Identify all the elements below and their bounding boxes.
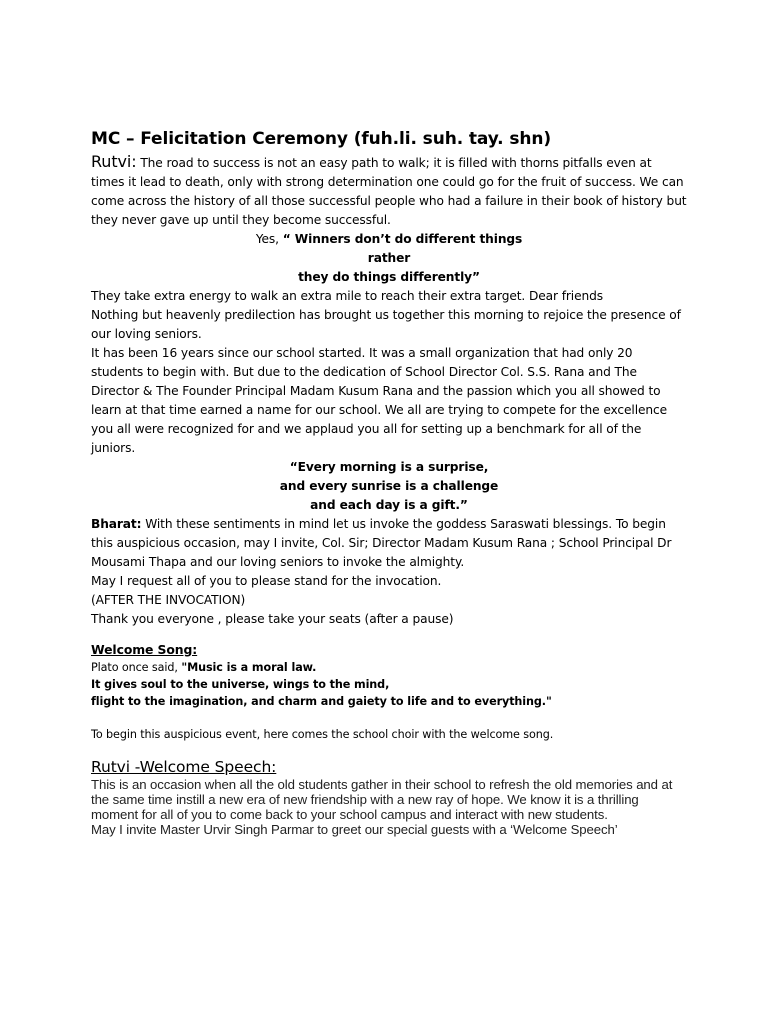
spacer xyxy=(91,743,687,757)
welcome-speech-heading: Rutvi -Welcome Speech: xyxy=(91,758,277,776)
quote1-line3: they do things differently” xyxy=(298,270,480,284)
spacer xyxy=(91,629,687,641)
thanks-line: Thank you everyone , please take your seats (after a pause) xyxy=(91,612,454,626)
spacer xyxy=(91,710,687,726)
plato-quote-line2: It gives soul to the universe, wings to the mind, xyxy=(91,678,390,691)
quote1-text1: “ Winners don’t do different things xyxy=(282,232,523,246)
welcome-speech-invite: May I invite Master Urvir Singh Parmar to greet our special guests with a ‘Welcome Speech’ xyxy=(91,822,618,837)
document-body xyxy=(91,128,687,837)
bharat-text: With these sentiments in mind let us invoke the goddess Saraswati blessings. To begin this auspicious occasion, may I invite, Col. Sir; Director Madam Kusum Rana ; School Principal Dr Mousami Thapa and our loving seniors to invoke the almighty. xyxy=(91,517,672,569)
quote2-line1: “Every morning is a surprise, xyxy=(289,460,489,474)
choir-intro: To begin this auspicious event, here comes the school choir with the welcome song. xyxy=(91,728,554,741)
plato-quote-line3: flight to the imagination, and charm and gaiety to life and to everything." xyxy=(91,695,552,708)
intro-paragraph xyxy=(91,152,687,230)
quote1-prefix: Yes, xyxy=(255,232,283,246)
predilection-paragraph: Nothing but heavenly predilection has brought us together this morning to rejoice the presence of our loving seniors. xyxy=(91,308,681,341)
welcome-song-heading: Welcome Song: xyxy=(91,642,198,657)
plato-prefix: Plato once said, xyxy=(91,661,182,674)
speaker-rutvi: Rutvi: xyxy=(91,152,137,171)
speaker-bharat: Bharat: xyxy=(91,517,142,531)
plato-quote-start: "Music is a moral law. xyxy=(181,661,317,674)
quote1-line1 xyxy=(91,230,687,249)
welcome-speech-text: This is an occasion when all the old students gather in their school to refresh the old memories and at the same time instill a new era of new friendship with a new ray of hope. We know it is a thrilling moment for all of you to come back to your school campus and interact with new students. xyxy=(91,777,673,822)
intro-text: The road to success is not an easy path to walk; it is filled with thorns pitfalls even at times it lead to death, only with strong determination one could go for the fruit of success. We can come across the history of all those successful people who had a failure in their book of history but they never gave up until they become successful. xyxy=(91,156,687,227)
energy-line: They take extra energy to walk an extra mile to reach their extra target. Dear friends xyxy=(91,289,603,303)
history-paragraph: It has been 16 years since our school started. It was a small organization that had only 20 students to begin with. But due to the dedication of School Director Col. S.S. Rana and The Director & The Founder Principal Madam Kusum Rana and the passion which you all showed to learn at that time earned a name for our school. We all are trying to compete for the excellence you all were recognized for and we applaud you all for setting up a benchmark for all of the juniors. xyxy=(91,346,668,455)
quote2-line2: and every sunrise is a challenge xyxy=(279,479,499,493)
quote1-line2: rather xyxy=(367,251,411,265)
invocation-request: May I request all of you to please stand for the invocation. xyxy=(91,574,442,588)
quote2-line3: and each day is a gift.” xyxy=(310,498,468,512)
bharat-paragraph xyxy=(91,515,687,572)
page-title: MC – Felicitation Ceremony (fuh.li. suh. tay. shn) xyxy=(91,129,552,149)
after-invocation-note: (AFTER THE INVOCATION) xyxy=(91,593,246,607)
plato-quote-line1 xyxy=(91,659,687,676)
